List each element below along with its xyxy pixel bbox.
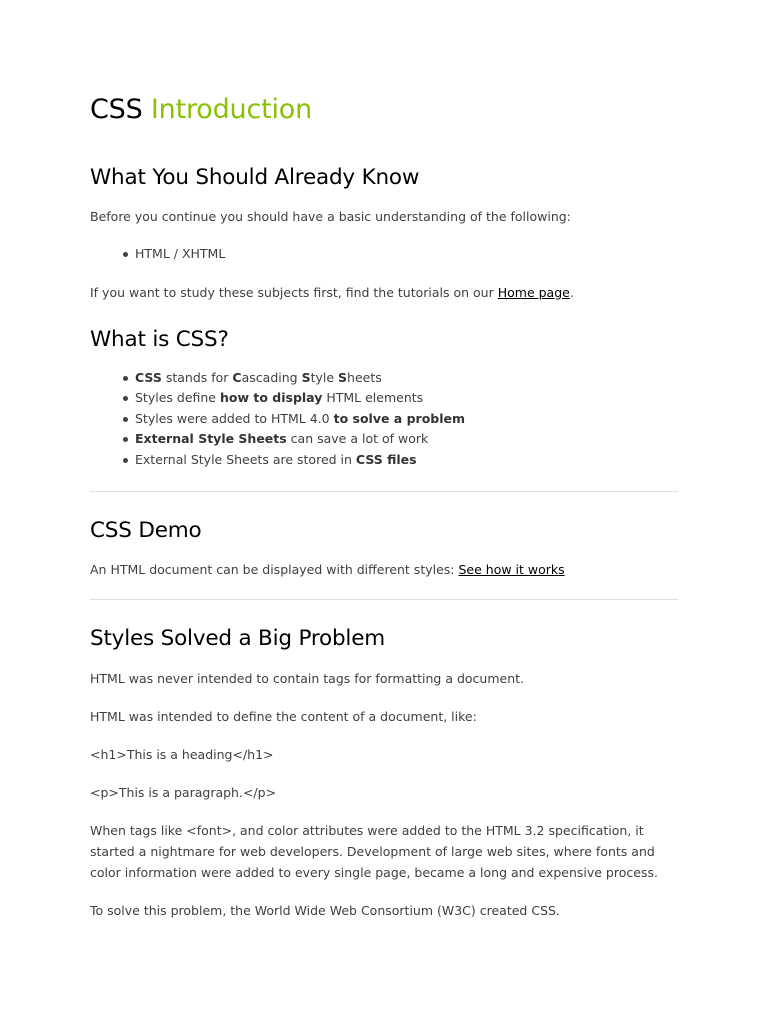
heading-what-is-css: What is CSS?: [90, 326, 229, 352]
list-item: Styles were added to HTML 4.0 to solve a problem: [135, 409, 678, 430]
list-item: HTML / XHTML: [135, 244, 678, 265]
prereq-list: [90, 244, 678, 265]
list-item: Styles define how to display HTML elements: [135, 388, 678, 409]
list-item: CSS stands for Cascading Style Sheets: [135, 368, 678, 389]
list-item: External Style Sheets are stored in CSS files: [135, 450, 678, 471]
paragraph: HTML was intended to define the content of a document, like:: [90, 708, 477, 724]
demo-text: An HTML document can be displayed with different styles: See how it works: [90, 561, 565, 577]
heading-what-you-should-know: What You Should Already Know: [90, 165, 420, 190]
list-item: External Style Sheets can save a lot of work: [135, 429, 678, 450]
css-facts-list: [90, 368, 678, 471]
follow-suffix: .: [569, 284, 574, 300]
code-example-paragraph: <p>This is a paragraph.</p>: [90, 784, 277, 800]
heading-styles-solved: Styles Solved a Big Problem: [90, 625, 385, 651]
paragraph: To solve this problem, the World Wide Web Consortium (W3C) created CSS.: [90, 902, 560, 918]
paragraph: HTML was never intended to contain tags for formatting a document.: [90, 670, 525, 686]
section-divider: [90, 599, 678, 600]
code-example-heading: <h1>This is a heading</h1>: [90, 746, 274, 762]
see-how-it-works-link[interactable]: See how it works: [458, 561, 565, 577]
section-divider: [90, 491, 678, 492]
page-title: [90, 0, 678, 126]
heading-css-demo: CSS Demo: [90, 517, 202, 543]
title-main: CSS: [90, 94, 143, 125]
title-accent: Introduction: [150, 94, 313, 125]
home-page-link[interactable]: Home page: [497, 284, 570, 300]
prereq-intro: Before you continue you should have a basic understanding of the following:: [90, 209, 571, 224]
paragraph: When tags like <font>, and color attributes were added to the HTML 3.2 specification, it started a nightmare for web developers. Development of large web sites, where fonts and color information were added to every single page, became a long and expensive process.: [90, 822, 658, 880]
follow-text: If you want to study these subjects first, find the tutorials on our: [90, 284, 498, 300]
prereq-follow: [90, 282, 678, 303]
